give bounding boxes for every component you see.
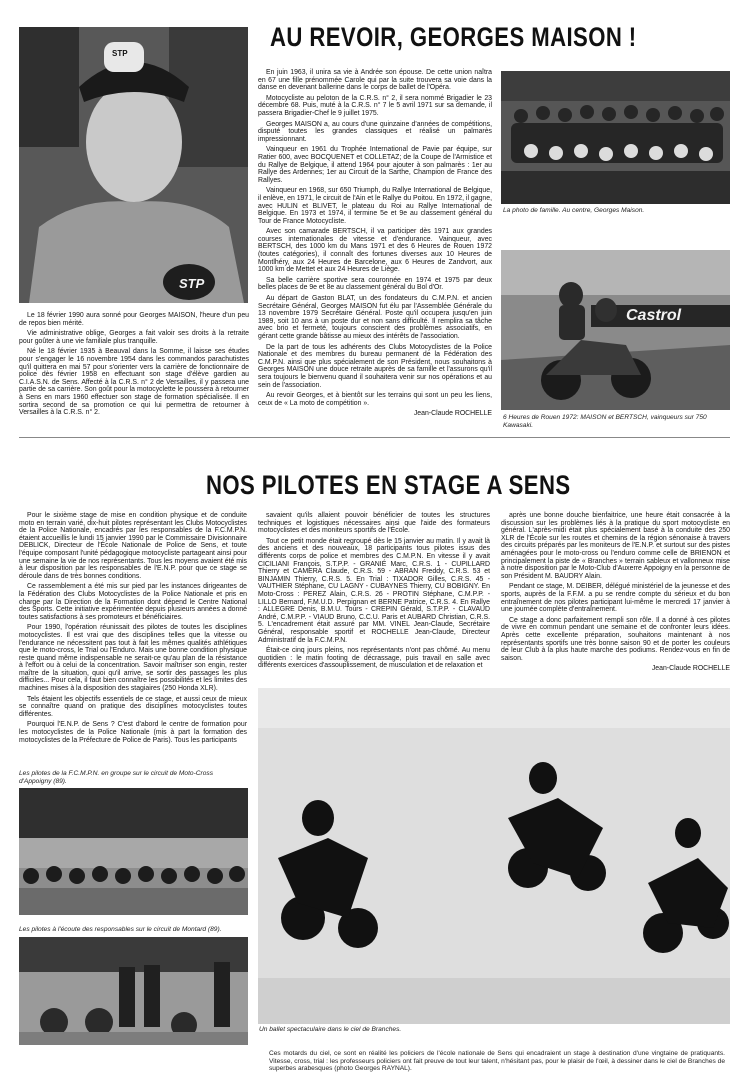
ballet-jump-illustration bbox=[258, 688, 730, 1024]
paragraph: Sa belle carrière sportive sera couronnée en 1974 et 1975 par deux belles places de 9e et 8e au classement général du Bol d'Or. bbox=[258, 276, 492, 292]
paragraph: Né le 18 février 1935 à Beauval dans la Somme, il laisse ses études pour s'engager le 16 novembre 1954 dans les commandos parachutistes qu'il quittera en mai 57 pour s'orienter vers la carrière de fonctionnaire de police dès février 1958 en effectuant son stage d'élève gardien au C.I.A.S.N. de Sens. Affecté à la C.R.S. n° 2 de Versailles, il y passera une partie de sa carrière. Son goût pour la motocyclette le poussera à retourner à Sens en mars 1960 effectuer son stage de formation spécialisée. Il en sortira second de sa promotion ce qui lui permettra de retourner à Versailles à la C.R.S. n° 2. bbox=[19, 348, 249, 417]
article2-signature: Jean-Claude ROCHELLE bbox=[651, 665, 730, 673]
portrait-photo bbox=[19, 27, 248, 303]
section-divider bbox=[19, 437, 730, 438]
portrait-illustration bbox=[19, 27, 248, 303]
rouen-race-photo bbox=[501, 250, 730, 410]
castrol-banner-text: Castrol bbox=[626, 307, 682, 324]
group-photo bbox=[19, 788, 248, 915]
portrait-stp-badge: STP bbox=[179, 276, 205, 291]
group-photo-caption: Les pilotes de la F.C.M.P.N. en groupe sur le circuit de Moto-Cross d'Appoigny (89). bbox=[19, 770, 213, 785]
paragraph: Vie administrative oblige, Georges a fait valoir ses droits à la retraite pour goûter à une vie familiale plus tranquille. bbox=[19, 330, 249, 345]
paragraph: Vainqueur en 1968, sur 650 Triumph, du Rallye International de Belgique, il enlève, en 1971, le circuit de l'Ain et le Rallye du Poitou. En 1972, il gagne, avec HULIN et BLIVET, le plateau du Roi au Rallye International de Belgique. En 1973 et 1974, il termine 5e et 9e au classement général du Tour de France Motocycliste. bbox=[258, 187, 492, 225]
article2-column-1 bbox=[19, 512, 247, 747]
paragraph: Tels étaient les objectifs essentiels de ce stage, et aussi ceux de mieux se connaître quand on pratique des disciplines motocyclistes toutes différentes. bbox=[19, 695, 247, 718]
article2-column-2 bbox=[258, 512, 490, 673]
paragraph: En juin 1963, il unira sa vie à Andrée son épouse. De cette union naîtra en 67 une fille prénommée Carole qui par la suite trouvera sa voie dans la danse en devenant ballerine dans le corps de ballet de l'Opéra. bbox=[258, 69, 492, 92]
paragraph: Georges MAISON a, au cours d'une quinzaine d'années de compétitions, disputé toutes les grandes classiques et réalisé un palmarès impressionnant. bbox=[258, 120, 492, 143]
portrait-cap-logo-text: STP bbox=[112, 49, 128, 58]
paragraph: Avec son camarade BERTSCH, il va participer dès 1971 aux grandes courses internationales de vitesse et d'endurance. Vainqueur, avec BERTSCH, des 1000 km du Mans 1971 et des 6 Heures de Rouen 1972 (toutes catégories), il connaît des fortunes diverses aux 10 Heures de Montlhéry, aux 24 Heures de Barcelone, aux 6 Heures de Zandvort, aux 1000 km de Mettet et aux 24 Heures de Liège. bbox=[258, 228, 492, 274]
briefing-photo bbox=[19, 937, 248, 1045]
article1-signature: Jean-Claude ROCHELLE bbox=[413, 410, 492, 418]
ballet-photo-caption: Un ballet spectaculaire dans le ciel de Branches. bbox=[259, 1026, 402, 1033]
article2-column-3 bbox=[501, 512, 730, 673]
article1-headline: AU REVOIR, GEORGES MAISON ! bbox=[270, 22, 637, 52]
paragraph: Ce rassemblement a été mis sur pied par les instances dirigeantes de la Fédération des Clubs Motocyclistes de la Police Nationale et pris en charge par la Direction de la Formation dont dépend le Centre National des Sports. Cette initiative expérimentée depuis plusieurs années a donné toutes satisfactions à ses promoteurs et bénéficiaires. bbox=[19, 583, 247, 621]
paragraph: Le 18 février 1990 aura sonné pour Georges MAISON, l'heure d'un peu de repos bien mérité. bbox=[19, 312, 249, 327]
briefing-photo-caption: Les pilotes à l'écoute des responsables sur le circuit de Montard (89). bbox=[19, 926, 222, 933]
paragraph: Motocycliste au peloton de la C.R.S. n° 2, il sera nommé Brigadier le 23 décembre 68. Puis, muté à la C.R.S. n° 7 le 5 avril 1971 sur sa demande, il passera Brigadier-Chef le 9 juillet 1975. bbox=[258, 94, 492, 117]
paragraph: Vainqueur en 1961 du Trophée International de Pavie par équipe, sur Ratier 600, avec BOCQUENET et COLLETAZ; de la Coupe de l'Armistice et du Rallye de Belgique, il attend 1964 pour ajouter à son palmarès : 1er au Rallye des Ardennes; 1er au Circuit de la Sarthe, Champion de France des Rallyes. bbox=[258, 146, 492, 184]
paragraph: Pour 1990, l'opération réunissait des pilotes de toutes les disciplines motocyclistes. Il est vrai que des disciplines telles que la vitesse ou l'endurance ne nécessitent pas tout à fait les mêmes qualités athlétiques que le moto-cross, le Trial ou l'Enduro. Mais une bonne condition physique reste quand même indispensable ne serait-ce qu'au plan de la résistance à l'effort ou à celui de la concentration. Savoir maîtriser son engin, rester maître de la situation, quoi qu'il arrive, se sortir des passages les plus difficiles... Pour cela, il faut bien connaître les possibilités et les limites des machines mises à la disposition des stagiaires (250 Honda XLR). bbox=[19, 624, 247, 693]
article1-left-column bbox=[19, 312, 249, 420]
paragraph: Ce stage a donc parfaitement rempli son rôle. Il a donné à ces pilotes de vivre en commun pendant une semaine et de confronter leurs idées. Après cette excellente préparation, souhaitons maintenant à nos représentants sportifs une très bonne saison 90 et de porter les couleurs de leur Club à la plus haute marche des podiums. Rendez-vous en fin de saison. bbox=[501, 616, 730, 662]
paragraph: Tout ce petit monde était regroupé dès le 15 janvier au matin. Il y avait là des anciens et des nouveaux, 18 participants tous pilotes issus des différents corps de police et membres des C.M.P.N. En vitesse il y avait CICILIANI François, S.T.P.P. - GRANIÉ Marc, C.R.S. 1 - CUPILLARD Thierry et CAMERA Claude, C.R.S. 59 - ABRAN Freddy, C.R.S. 53 et BINJAMIN Thierry, C.R.S. 5. En Trial : TIXADOR Gilles, C.R.S. 45 - VAUTHIER Stéphane, CU LAGNY - CUBAYNES Thierry, CU BOBIGNY. En Moto-Cross : PEREZ Alain, C.R.S. 26 - PROTIN Stéphane, C.M.P.P. - LILLO Bernard, F.M.U.D. Perpignan et BERNE Patrice, C.R.S. 4. En Rallye : ALLEGRE Denis, B.M.U. Tours - CREPIN Gérald, S.T.P.P. - CLAVAUD André, C.M.P.P. - VIAUD Bruno, C.C.U. Paris et AUBARD Christian, C.R.S. 5. L'encadrement était assuré par MM. VINEL Jean-Claude, Secrétaire Général, responsable sportif et ROCHELLE Jean-Claude, Directeur Administratif de la F.C.M.P.N. bbox=[258, 537, 490, 644]
paragraph: Au départ de Gaston BLAT, un des fondateurs du C.M.P.N. et ancien Secrétaire Général, Georges MAISON fut élu par l'Assemblée Générale du 13 novembre 1979 Secrétaire Général. Poste qu'il occupera jusqu'en juin 1989, soit 10 ans à un poste dur et non sans difficulté. Il remplira sa tâche avec brio et fermeté, toujours conscient des problèmes associatifs, en gérant cette grande bâtisse au mieux des intérêts de l'association. bbox=[258, 295, 492, 340]
paragraph: Pour le sixième stage de mise en condition physique et de conduite moto en terrain varié, dix-huit pilotes représentant les Clubs Motocyclistes de la Police Nationale, encadrés par les responsables de la F.C.M.P.N. étaient accueillis le lundi 15 janvier 1990 par le Commissaire Divisionnaire DEBLICK, Directeur de l'École Nationale de Police de Sens, et toute l'équipe composant l'unité pédagogique motocycliste partageant ainsi pour une semaine la vie de nos représentants. Tous les moyens avaient été mis à leur disposition par les responsables de l'E.N.P. pour que ce stage se déroule dans de très bonnes conditions. bbox=[19, 512, 247, 580]
family-photo-caption: La photo de famille. Au centre, Georges Maison. bbox=[503, 207, 645, 214]
paragraph: savaient qu'ils allaient pouvoir bénéficier de toutes les structures techniques et logistiques nécessaires ainsi que l'aide des formateurs motocyclistes et des moniteurs sportifs de l'École. bbox=[258, 512, 490, 535]
paragraph: Au revoir Georges, et à bientôt sur les terrains qui sont un peu les liens, ceux de « La moto de compétition ». bbox=[258, 392, 492, 407]
paragraph: Pendant ce stage, M. DEIBER, délégué ministériel de la jeunesse et des sports, auprès de la F.F.M. a pu se rendre compte du sérieux et du bon entraînement de nos pilotes participant lui-même le mercredi 17 janvier à une journée complète d'entraînement. bbox=[501, 583, 731, 614]
group-illustration bbox=[19, 788, 248, 915]
paragraph: Pourquoi l'E.N.P. de Sens ? C'est d'abord le centre de formation pour les motocyclistes de la Police Nationale (mis à part la formation des motocyclistes de la Préfecture de Police de Paris). Tous les participants bbox=[19, 721, 247, 744]
rouen-race-illustration bbox=[501, 250, 730, 410]
bottom-caption: Ces motards du ciel, ce sont en réalité les policiers de l'école nationale de Sens qui encadraient un stage à destination d'une vingtaine de pratiquants. Vitesse, cross, trial : les professeurs policiers ont fait preuve de tout leur talent, n'hésitant pas, pour le plaisir de l'œil, à dessiner dans le ciel de Branches de superbes arabesques (photo Georges RAYNAL). bbox=[269, 1050, 725, 1073]
paragraph: De la part de tous les adhérents des Clubs Motocyclistes de la Police Nationale et des membres du bureau permanent de la Fédération des C.M.P.N. ainsi que plus spécialement de son Président, nous souhaitons à Georges MAISON une douce retraite auprès de sa famille et l'assurons qu'il sera toujours le bienvenu quand il souhaitera venir sur nos opérations et au sein de l'association. bbox=[258, 343, 492, 389]
family-photo bbox=[501, 71, 730, 204]
briefing-illustration bbox=[19, 937, 248, 1045]
paragraph: Était-ce cinq jours pleins, nos représentants n'ont pas chômé. Au menu quotidien : le matin footing de décrassage, puis travail en salle avec différents exercices d'assouplissement, de musculation et de relaxation et bbox=[258, 647, 490, 670]
ballet-jump-photo bbox=[258, 688, 730, 1024]
article2-headline: NOS PILOTES EN STAGE A SENS bbox=[206, 470, 571, 500]
family-group-illustration bbox=[501, 71, 730, 204]
rouen-photo-caption: 6 Heures de Rouen 1972: MAISON et BERTSCH, vainqueurs sur 750 Kawasaki. bbox=[503, 414, 707, 429]
article1-main-column bbox=[258, 69, 492, 418]
paragraph: après une bonne douche bienfaitrice, une heure était consacrée à la discussion sur les problèmes liés à la pratique du sport motocycliste en général. L'après-midi était plus spécialement basé à la conduite des 250 XLR de l'École sur les routes et chemins de la région sénonaise à travers des circuits préparés par les moniteurs de l'E.N.P. et surtout sur des pistes aménagées pour le moto-cross ou l'enduro comme celle de BRIENON et principalement la piste de « Branches » terrain sableux et vallonneux mise à notre disposition par le Moto-Club d'Auxerre Appoigny en la personne de son Président M. BAUDRY Alain. bbox=[501, 512, 730, 580]
